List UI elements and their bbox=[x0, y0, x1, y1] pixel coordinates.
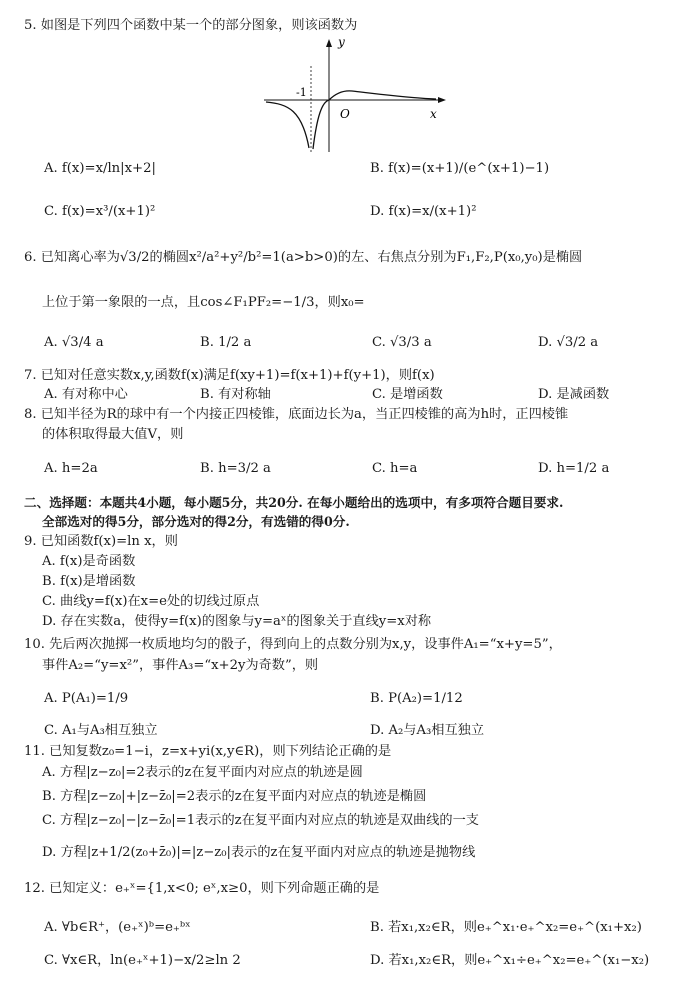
q7-stem: 7. 已知对任意实数x,y,函数f(x)满足f(xy+1)=f(x+1)+f(y+1)，则f(x) bbox=[24, 368, 435, 383]
q5-option-d: D. f(x)=x/(x+1)² bbox=[370, 204, 477, 219]
q8-stem-line2: 的体积取得最大值V，则 bbox=[42, 427, 184, 442]
q11-option-d: D. 方程|z+1/2(z₀+z̄₀)|=|z−z₀|表示的z在复平面内对应点的轨迹是抛物线 bbox=[42, 845, 476, 860]
q12-stem: 12. 已知定义：e₊ˣ={1,x<0; eˣ,x≥0，则下列命题正确的是 bbox=[24, 881, 380, 896]
graph-x-label: x bbox=[430, 107, 437, 121]
q10-option-b: B. P(A₂)=1/12 bbox=[370, 691, 463, 706]
q5-option-a: A. f(x)=x/ln|x+2| bbox=[44, 161, 156, 176]
q5-option-b: B. f(x)=(x+1)/(e^(x+1)−1) bbox=[370, 161, 550, 176]
q11-option-a: A. 方程|z−z₀|=2表示的z在复平面内对应点的轨迹是圆 bbox=[42, 765, 363, 780]
q9-option-a: A. f(x)是奇函数 bbox=[42, 554, 136, 569]
q7-option-b: B. 有对称轴 bbox=[200, 387, 271, 402]
q10-option-d: D. A₂与A₃相互独立 bbox=[370, 723, 485, 738]
q11-option-b: B. 方程|z−z₀|+|z−z̄₀|=2表示的z在复平面内对应点的轨迹是椭圆 bbox=[42, 789, 427, 804]
q12-option-b: B. 若x₁,x₂∈R，则e₊^x₁·e₊^x₂=e₊^(x₁+x₂) bbox=[370, 920, 642, 935]
q9-option-b: B. f(x)是增函数 bbox=[42, 574, 136, 589]
q12-option-d: D. 若x₁,x₂∈R，则e₊^x₁÷e₊^x₂=e₊^(x₁−x₂) bbox=[370, 953, 650, 968]
q11-stem: 11. 已知复数z₀=1−i，z=x+yi(x,y∈R)，则下列结论正确的是 bbox=[24, 744, 392, 759]
q7-option-c: C. 是增函数 bbox=[372, 387, 443, 402]
q8-option-a: A. h=2a bbox=[44, 461, 98, 476]
q6-option-c: C. √3/3 a bbox=[372, 335, 432, 350]
q6-option-a: A. √3/4 a bbox=[44, 335, 104, 350]
q10-stem-line1: 10. 先后两次抛掷一枚质地均匀的骰子，得到向上的点数分别为x,y，设事件A₁=“x+y=5”， bbox=[24, 637, 562, 652]
q10-stem-line2: 事件A₂=“y=x²”，事件A₃=“x+2y为奇数”，则 bbox=[42, 658, 319, 673]
graph-tick-label: -1 bbox=[296, 86, 307, 99]
q8-option-b: B. h=3/2 a bbox=[200, 461, 271, 476]
q6-stem-line1: 6. 已知离心率为√3/2的椭圆x²/a²+y²/b²=1(a>b>0)的左、右焦点分别为F₁,F₂,P(x₀,y₀)是椭圆 bbox=[24, 250, 583, 265]
q9-option-c: C. 曲线y=f(x)在x=e处的切线过原点 bbox=[42, 594, 260, 609]
graph-origin-label: O bbox=[340, 107, 350, 121]
q8-stem-line1: 8. 已知半径为R的球中有一个内接正四棱锥，底面边长为a，当正四棱锥的高为h时，正四棱锥 bbox=[24, 407, 569, 422]
q7-option-a: A. 有对称中心 bbox=[44, 387, 128, 402]
q7-option-d: D. 是减函数 bbox=[538, 387, 610, 402]
q12-option-c: C. ∀x∈R，ln(e₊ˣ+1)−x/2≥ln 2 bbox=[44, 953, 241, 968]
q5-option-c: C. f(x)=x³/(x+1)² bbox=[44, 204, 156, 219]
graph-y-label: y bbox=[338, 36, 345, 49]
section2-heading-line2: 全部选对的得5分，部分选对的得2分，有选错的得0分. bbox=[42, 514, 350, 529]
q10-option-a: A. P(A₁)=1/9 bbox=[44, 691, 129, 706]
q5-stem: 5. 如图是下列四个函数中某一个的部分图象，则该函数为 bbox=[24, 18, 358, 33]
q9-option-d: D. 存在实数a，使得y=f(x)的图象与y=aˣ的图象关于直线y=x对称 bbox=[42, 614, 432, 629]
q8-option-c: C. h=a bbox=[372, 461, 418, 476]
q11-option-c: C. 方程|z−z₀|−|z−z̄₀|=1表示的z在复平面内对应点的轨迹是双曲线的一支 bbox=[42, 813, 479, 828]
q6-option-b: B. 1/2 a bbox=[200, 335, 252, 350]
q8-option-d: D. h=1/2 a bbox=[538, 461, 610, 476]
q9-stem: 9. 已知函数f(x)=ln x，则 bbox=[24, 534, 178, 549]
q6-stem-line2: 上位于第一象限的一点，且cos∠F₁PF₂=−1/3，则x₀= bbox=[42, 295, 365, 310]
q12-option-a: A. ∀b∈R⁺，(e₊ˣ)ᵇ=e₊ᵇˣ bbox=[44, 920, 191, 935]
section2-heading-line1: 二、选择题：本题共4小题，每小题5分，共20分. 在每小题给出的选项中，有多项符合题目要求. bbox=[24, 495, 564, 510]
q5-graph bbox=[258, 36, 448, 154]
q10-option-c: C. A₁与A₃相互独立 bbox=[44, 723, 158, 738]
q6-option-d: D. √3/2 a bbox=[538, 335, 599, 350]
